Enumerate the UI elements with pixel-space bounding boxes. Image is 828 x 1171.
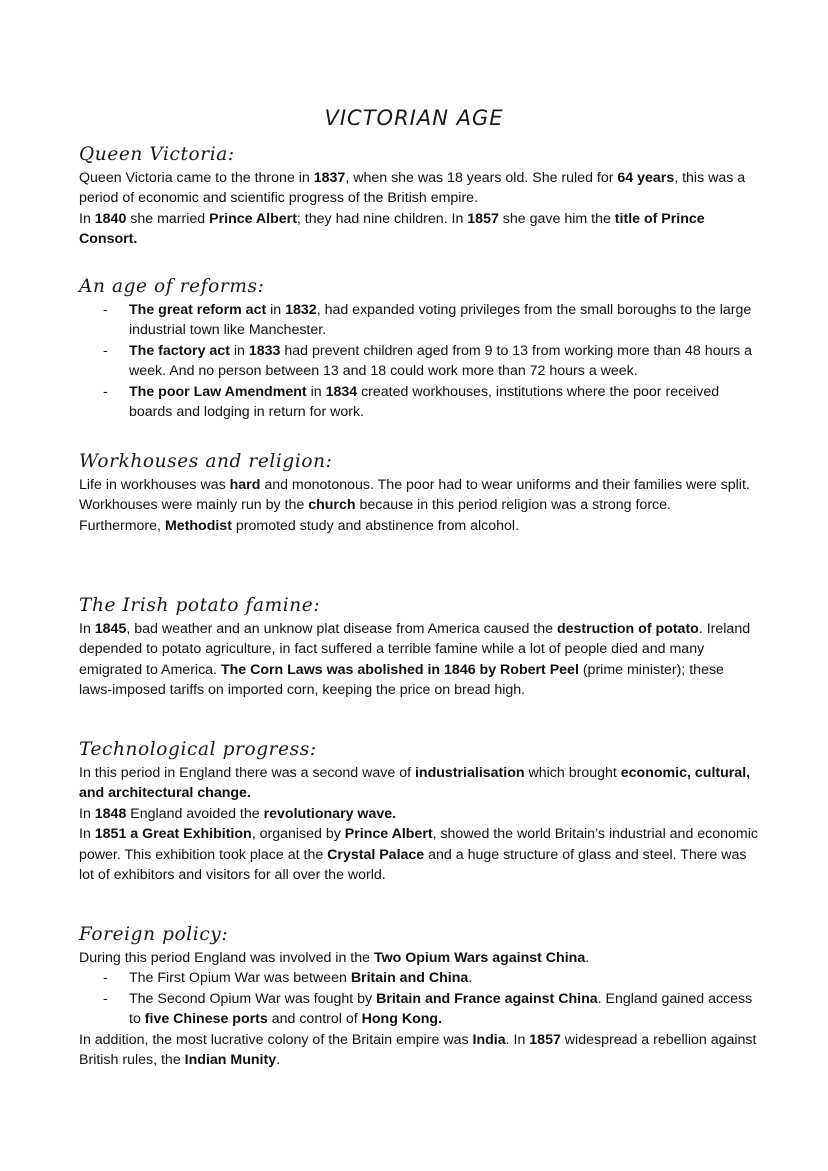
text-run: which brought [524,765,621,781]
text-run: In [79,826,95,843]
bold-text: India [472,1031,506,1048]
text-run: widespread a rebellion against British rules, the [79,1031,757,1069]
paragraph [79,516,759,536]
text-run: promoted study and abstinence from alcohol. [231,517,520,534]
bold-text: The factory act [129,342,230,359]
text-run: , had expanded voting privileges from the small boroughs to the large industrial town like Manchester. [129,302,752,339]
text-run: , this was a period of economic and scientific progress of the British empire. [79,170,746,207]
bold-text: Prince Albert [344,826,433,843]
text-run: Furthermore, [79,517,165,534]
paragraph [79,824,759,885]
text-run: , showed the world Britain’s industrial and economic power. This exhibition took place at the [79,826,758,863]
text-run: because in this period religion was a strong force. [355,497,671,514]
bold-text: church [308,497,356,514]
section-workhouses-religion [79,450,759,536]
bold-text: Britain and China [350,970,469,987]
text-run: . In [505,1031,530,1048]
paragraph [79,168,759,209]
section-heading: Foreign policy: [79,924,229,945]
list-item-text [129,970,472,986]
text-run: During this period England was involved in the [79,950,374,966]
dash-bullet: - [103,342,108,359]
list-item-text [129,343,752,379]
bold-text: The Corn Laws was abolished in 1846 by Robert Peel [220,661,579,678]
text-run: (prime minister); these laws-imposed tariffs on imported corn, keeping the price on bread high. [79,661,724,699]
text-run: The First Opium War was between [129,970,351,987]
section-heading: An age of reforms: [79,276,265,297]
list-item-text [129,384,719,420]
text-run: In [79,210,95,227]
text-run: and monotonous. The poor had to wear uniforms and their families were split. Workhouses were mainly run by the [79,477,750,514]
text-run: ; they had nine children. In [296,210,468,227]
bold-text: Methodist [164,517,232,534]
text-run: she married [126,210,210,227]
text-run: In [79,805,95,822]
bold-text: title of Prince Consort. [79,210,705,248]
bold-text: industrialisation [414,765,525,781]
text-run: created workhouses, institutions where the poor received boards and lodging in return for work. [129,383,720,421]
bold-text: 1833 [248,342,281,359]
text-run: In this period in England there was a second wave of [79,765,415,781]
paragraph [79,209,759,250]
section-heading: Technological progress: [79,739,317,760]
bold-text: 64 years [617,170,675,186]
bold-text: five Chinese ports [144,1011,268,1028]
opium-war-list [79,968,759,1029]
bold-text: 1845 [94,621,127,637]
text-run: Queen Victoria came to the throne in [79,170,314,186]
section-irish-potato-famine [79,594,759,701]
bold-text: 1857 [467,210,499,227]
text-run: , when she was 18 years old. She ruled for [345,170,618,186]
dash-bullet: - [103,990,108,1007]
list-item [79,989,759,1030]
dash-bullet: - [103,383,108,400]
bold-text: hard [229,477,261,493]
list-item [79,968,759,988]
section-age-of-reforms [79,275,759,422]
bold-text: 1851 a Great Exhibition [94,826,252,843]
dash-bullet: - [103,970,108,987]
text-run: In [79,621,95,637]
bold-text: Crystal Palace [327,846,425,863]
text-run: The Second Opium War was fought by [129,990,377,1007]
text-run: in [306,383,326,400]
section-foreign-policy [79,923,759,1070]
text-run: in [266,302,286,318]
text-run: . [276,1052,281,1069]
section-heading: The Irish potato famine: [79,595,321,616]
text-run: . Ireland depended to potato agriculture, in fact suffered a terrible famine while a lot of people died and many emigrated to America. [79,621,751,678]
text-run: , organised by [251,826,345,843]
text-run: England avoided the [126,805,264,822]
list-item-text [129,302,751,338]
text-run: , bad weather and an unknow plat disease from America caused the [126,621,557,637]
bold-text: 1837 [313,170,346,186]
text-run: In addition, the most lucrative colony of the Britain empire was [79,1031,473,1048]
paragraph [79,475,759,516]
bold-text: Britain and France against China [376,990,598,1007]
text-run: and control of [267,1011,362,1028]
bold-text: destruction of potato [556,621,699,637]
text-run: in [229,342,249,359]
paragraph [79,804,759,824]
bold-text: Prince Albert [209,210,297,227]
text-run: . England gained access to [129,990,753,1028]
page-title: VICTORIAN AGE [324,106,504,130]
section-heading: Queen Victoria: [79,144,235,165]
section-heading: Workhouses and religion: [79,451,333,472]
list-item [79,341,759,382]
dash-bullet: - [103,302,108,318]
bold-text: The great reform act [129,302,267,318]
list-item [79,300,759,341]
text-run: . [468,970,473,987]
section-technological-progress [79,738,759,885]
bold-text: Hong Kong. [361,1011,443,1028]
bold-text: The poor Law Amendment [129,383,307,400]
bold-text: economic, cultural, and architectural change. [79,765,751,802]
paragraph [79,619,759,701]
text-run: and a huge structure of glass and steel. There was lot of exhibitors and visitors for all over the world. [79,846,747,884]
text-run: she gave him the [498,210,615,227]
bold-text: 1857 [529,1031,561,1048]
bold-text: Two Opium Wars against China [373,950,586,966]
text-run: had prevent children aged from 9 to 13 from working more than 48 hours a week. And no person between 13 and 18 could work more than 72 hours a week. [129,342,753,380]
text-run: . [585,950,590,966]
text-run: Life in workhouses was [79,477,230,493]
list-item-text [129,991,752,1027]
bold-text: 1834 [325,383,358,400]
bold-text: 1840 [94,210,127,227]
section-queen-victoria [79,143,759,250]
paragraph [79,948,759,968]
reform-list [79,300,759,422]
bold-text: 1832 [285,302,317,318]
bold-text: revolutionary wave. [263,805,397,822]
list-item [79,382,759,423]
paragraph [79,763,759,804]
bold-text: 1848 [94,805,127,822]
paragraph [79,1030,759,1071]
bold-text: Indian Munity [184,1052,277,1069]
